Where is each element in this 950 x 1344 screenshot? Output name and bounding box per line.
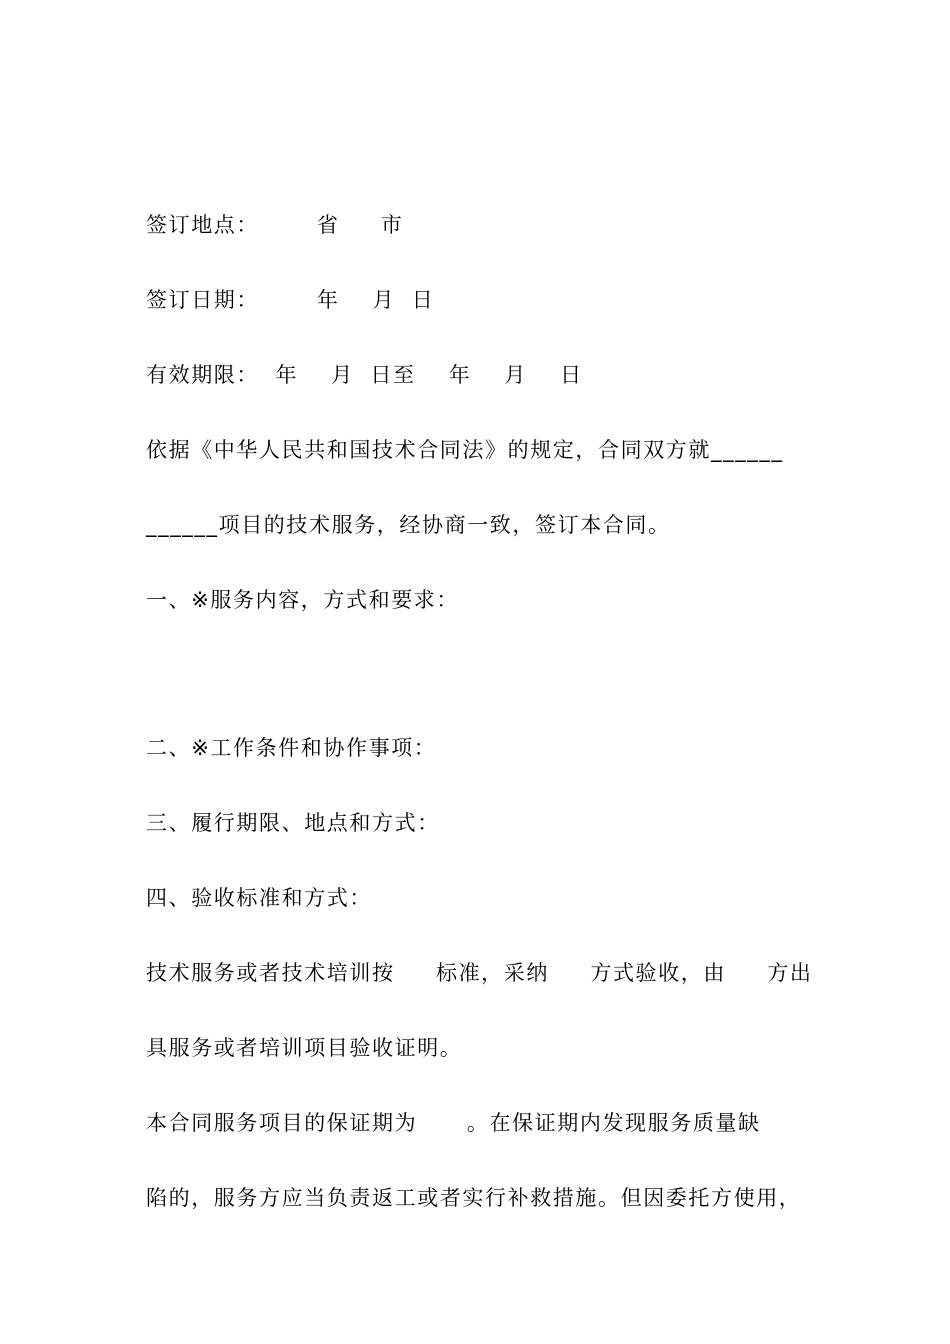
preamble-line-1: 依据《中华人民共和国技术合同法》的规定，合同双方就______	[146, 438, 784, 462]
section-2-heading: 二、※工作条件和协作事项：	[146, 736, 437, 760]
acceptance-line-2: 具服务或者培训项目验收证明。	[146, 1036, 463, 1060]
signing-date-line: 签订日期： 年 月 日	[146, 288, 435, 312]
signing-location-line: 签订地点： 省 市	[146, 213, 404, 237]
section-1-heading: 一、※服务内容，方式和要求：	[146, 588, 459, 612]
validity-period-line: 有效期限： 年 月 日至 年 月 日	[146, 363, 583, 387]
warranty-line-1: 本合同服务项目的保证期为 。在保证期内发现服务质量缺	[146, 1111, 761, 1135]
section-3-heading: 三、履行期限、地点和方式：	[146, 811, 440, 835]
warranty-line-2: 陷的，服务方应当负责返工或者实行补救措施。但因委托方使用，	[146, 1186, 802, 1210]
preamble-line-2: ______项目的技术服务，经协商一致，签订本合同。	[146, 513, 671, 537]
acceptance-line-1: 技术服务或者技术培训按 标准，采纳 方式验收，由 方出	[146, 961, 813, 985]
section-4-heading: 四、验收标准和方式：	[146, 886, 372, 910]
